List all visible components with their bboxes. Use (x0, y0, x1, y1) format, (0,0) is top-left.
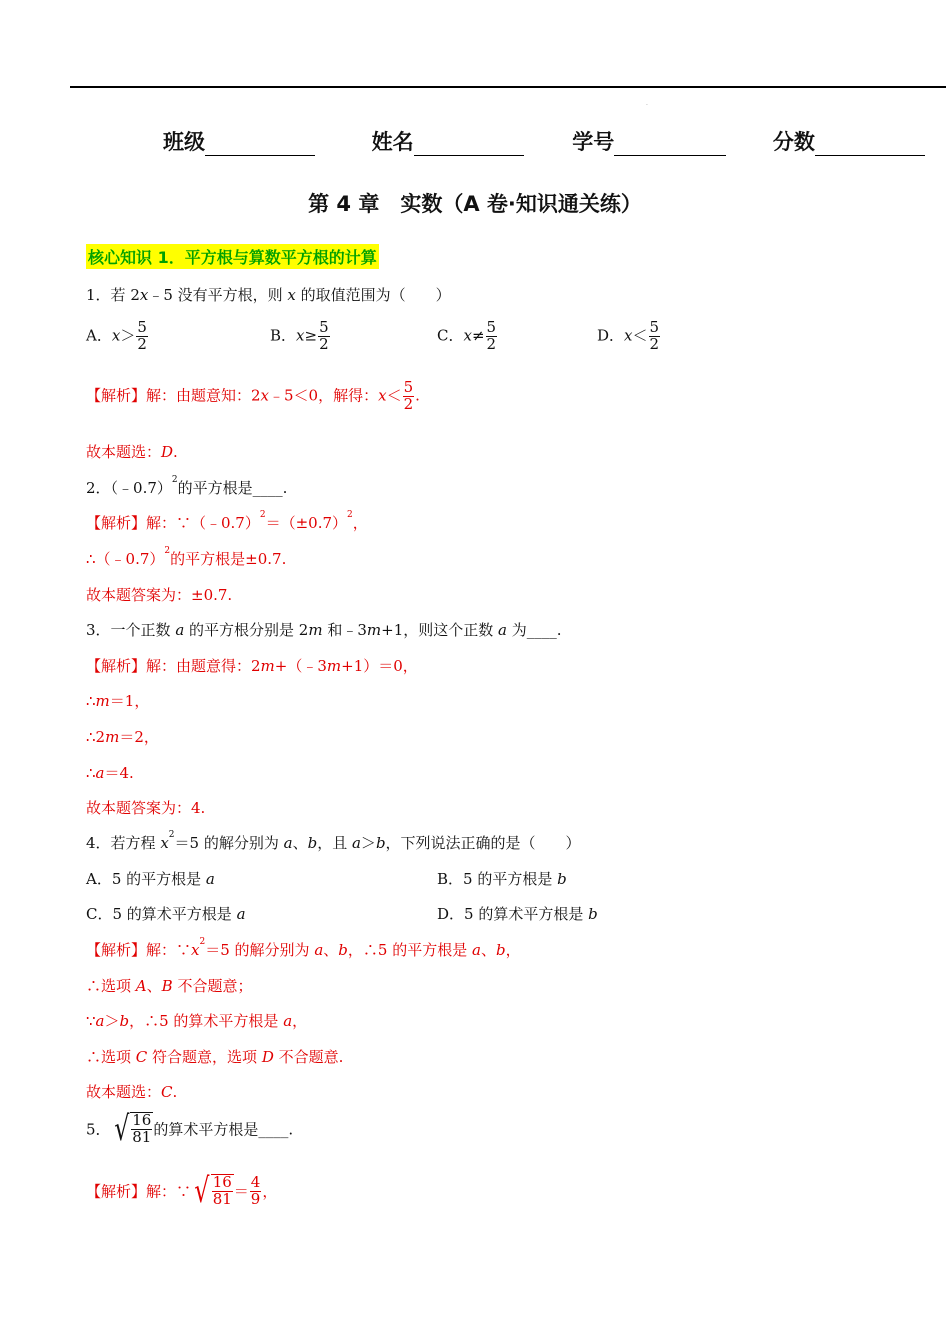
q1-solution: 【解析】解：由题意知：2x﹣5＜0，解得：x＜ $\frac{5}{2}$ . (86, 378, 420, 413)
q2-answer: 故本题答案为：±0.7. (86, 586, 233, 604)
q1-option-c[interactable]: C．x≠ $\frac{5}{2}$ (437, 318, 497, 353)
q3-answer: 故本题答案为：4. (86, 799, 206, 817)
q4-solution-4: ∴选项 C 符合题意，选项 D 不合题意. (86, 1048, 344, 1066)
q3-solution-2: ∴m＝1， (86, 692, 150, 710)
question-1: 1．若 2x﹣5 没有平方根，则 x 的取值范围为（ ） (86, 286, 451, 304)
q3-solution-3: ∴2m＝2， (86, 728, 159, 746)
question-3: 3．一个正数 a 的平方根分别是 2m 和﹣3m+1，则这个正数 a 为____. (86, 621, 562, 639)
q2-solution-1: 【解析】解：$\because(﹣0.7)^2=(\pm 0.7)^2$， (86, 510, 368, 532)
q4-option-c[interactable]: C．5 的算术平方根是 a (86, 905, 246, 923)
q4-answer: 故本题选：C. (86, 1083, 178, 1101)
q1-option-a[interactable]: A．x＞ $\frac{5}{2}$ (86, 318, 147, 353)
q4-option-b[interactable]: B．5 的平方根是 b (437, 870, 567, 888)
page-title: 第 4 章 实数（A 卷·知识通关练） (308, 192, 642, 216)
header-rule (70, 86, 946, 88)
question-4: 4．若方程 $x^2=5$ 的解分别为 a、b，且 a＞b，下列说法正确的是（ ） (86, 830, 581, 852)
q3-solution-4: ∴a＝4. (86, 764, 134, 782)
knowledge-heading: 核心知识 1．平方根与算数平方根的计算 (86, 244, 379, 269)
q1-option-b[interactable]: B．x≥ $\frac{5}{2}$ (270, 318, 329, 353)
q5-solution: 【解析】解：∵ √ $\frac{16}{81}$ ＝ $\frac{4}{9}$ ， (86, 1171, 278, 1211)
id-label: 学号 (572, 130, 615, 154)
name-blank[interactable] (414, 133, 524, 156)
student-info-bar (163, 126, 925, 156)
q1-option-d[interactable]: D．x＜ $\frac{5}{2}$ (597, 318, 660, 353)
q4-solution-1: 【解析】解：$\because x^2=5$ 的解分别为 a、b，∴5 的平方根是 a、b， (86, 937, 521, 959)
header-dot: . (646, 100, 648, 107)
q4-option-a[interactable]: A．5 的平方根是 a (86, 870, 215, 888)
q4-option-d[interactable]: D．5 的算术平方根是 b (437, 905, 598, 923)
score-blank[interactable] (815, 133, 925, 156)
q4-solution-2: ∴选项 A、B 不合题意； (86, 977, 253, 995)
id-blank[interactable] (614, 133, 726, 156)
sqrt-16-81: √ $\frac{16}{81}$ (113, 1109, 152, 1149)
q3-solution-1: 【解析】解：由题意得：2m+（﹣3m+1）＝0， (86, 657, 418, 675)
question-2: 2．（﹣0.7）$^2$的平方根是____. (86, 475, 288, 497)
q2-solution-2: ∴（﹣0.7）$^2$的平方根是±0.7. (86, 546, 287, 568)
question-5: 5． √ $\frac{16}{81}$ 的算术平方根是____. (86, 1109, 294, 1149)
class-blank[interactable] (205, 133, 315, 156)
name-label: 姓名 (371, 130, 414, 154)
q4-solution-3: ∵a＞b，∴5 的算术平方根是 a， (86, 1012, 308, 1030)
class-label: 班级 (163, 130, 205, 154)
q1-answer: 故本题选：D. (86, 443, 178, 461)
score-label: 分数 (772, 130, 815, 154)
